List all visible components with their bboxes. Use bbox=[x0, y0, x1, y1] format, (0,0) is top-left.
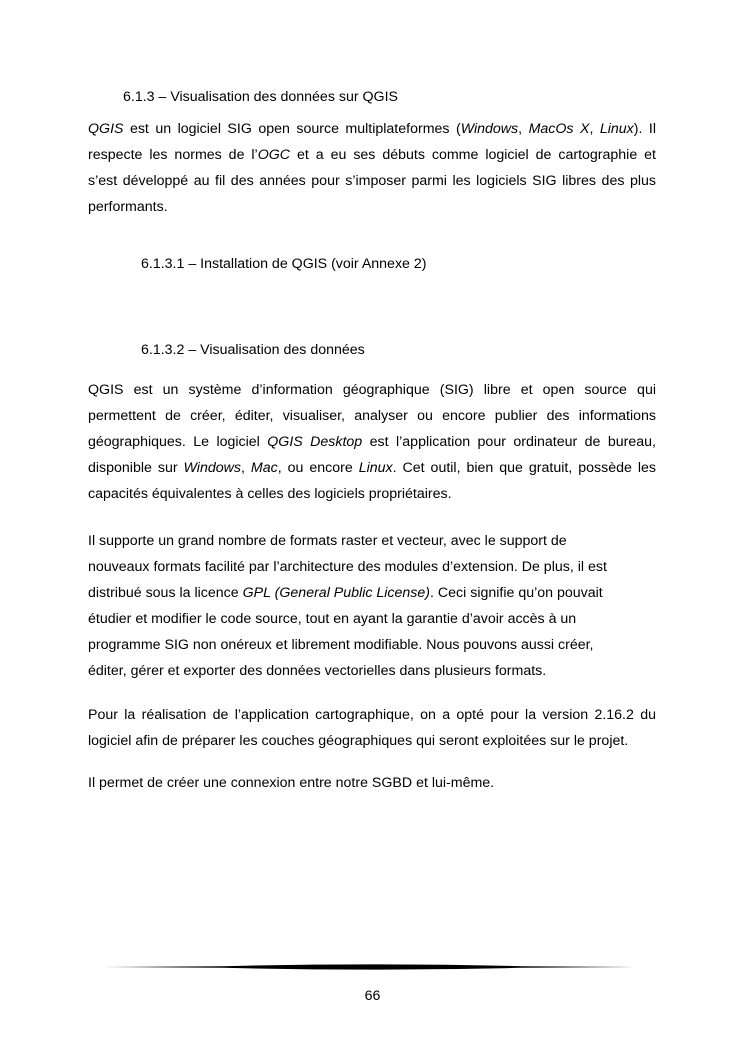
text-line: géographiques. Le logiciel QGIS Desktop est l’application pour ordinateur de bureau, bbox=[88, 434, 656, 450]
section-heading-6-1-3-2: 6.1.3.2 – Visualisation des données bbox=[141, 342, 365, 358]
text-line: Il permet de créer une connexion entre notre SGBD et lui-même. bbox=[88, 775, 495, 791]
text-line: étudier et modifier le code source, tout en ayant la garantie d’avoir accès à un bbox=[88, 611, 577, 627]
footer-decorative-rule bbox=[103, 963, 641, 971]
text-line: logiciel afin de préparer les couches géographiques qui seront exploitées sur le projet. bbox=[88, 733, 629, 749]
section-heading-6-1-3: 6.1.3 – Visualisation des données sur QGIS bbox=[123, 89, 398, 105]
paragraph-formats-license bbox=[88, 528, 656, 684]
text-line: programme SIG non onéreux et librement modifiable. Nous pouvons aussi créer, bbox=[88, 637, 594, 653]
page-number: 66 bbox=[364, 988, 381, 1004]
text-line: respecte les normes de l’OGC et a eu ses débuts comme logiciel de cartographie et bbox=[88, 147, 656, 163]
text-line: Il supporte un grand nombre de formats raster et vecteur, avec le support de bbox=[88, 533, 567, 549]
section-heading-6-1-3-1: 6.1.3.1 – Installation de QGIS (voir Annexe 2) bbox=[141, 256, 427, 272]
text-line: Pour la réalisation de l’application cartographique, on a opté pour la version 2.16.2 du bbox=[88, 707, 656, 723]
paragraph-version bbox=[88, 702, 656, 754]
text-line: distribué sous la licence GPL (General Public License). Ceci signifie qu’on pouvait bbox=[88, 585, 603, 601]
paragraph-connection bbox=[88, 770, 656, 796]
text-line: capacités équivalentes à celles des logiciels propriétaires. bbox=[88, 486, 452, 502]
text-line: éditer, gérer et exporter des données vectorielles dans plusieurs formats. bbox=[88, 663, 547, 679]
text-line: disponible sur Windows, Mac, ou encore Linux. Cet outil, bien que gratuit, possède les bbox=[88, 460, 656, 476]
text-line: permettent de créer, éditer, visualiser, analyser ou encore publier des informations bbox=[88, 408, 656, 424]
text-line: s’est développé au fil des années pour s’imposer parmi les logiciels SIG libres des plus bbox=[88, 173, 656, 189]
text-line: performants. bbox=[88, 199, 168, 215]
paragraph-qgis-description bbox=[88, 377, 656, 507]
text-line: QGIS est un système d’information géographique (SIG) libre et open source qui bbox=[88, 382, 656, 398]
text-line: nouveaux formats facilité par l’architecture des modules d’extension. De plus, il est bbox=[88, 559, 607, 575]
paragraph-qgis-intro bbox=[88, 116, 656, 220]
italic-text: QGIS bbox=[88, 121, 124, 137]
text-line: QGIS est un logiciel SIG open source multiplateformes (Windows, MacOs X, Linux). Il bbox=[88, 121, 657, 137]
